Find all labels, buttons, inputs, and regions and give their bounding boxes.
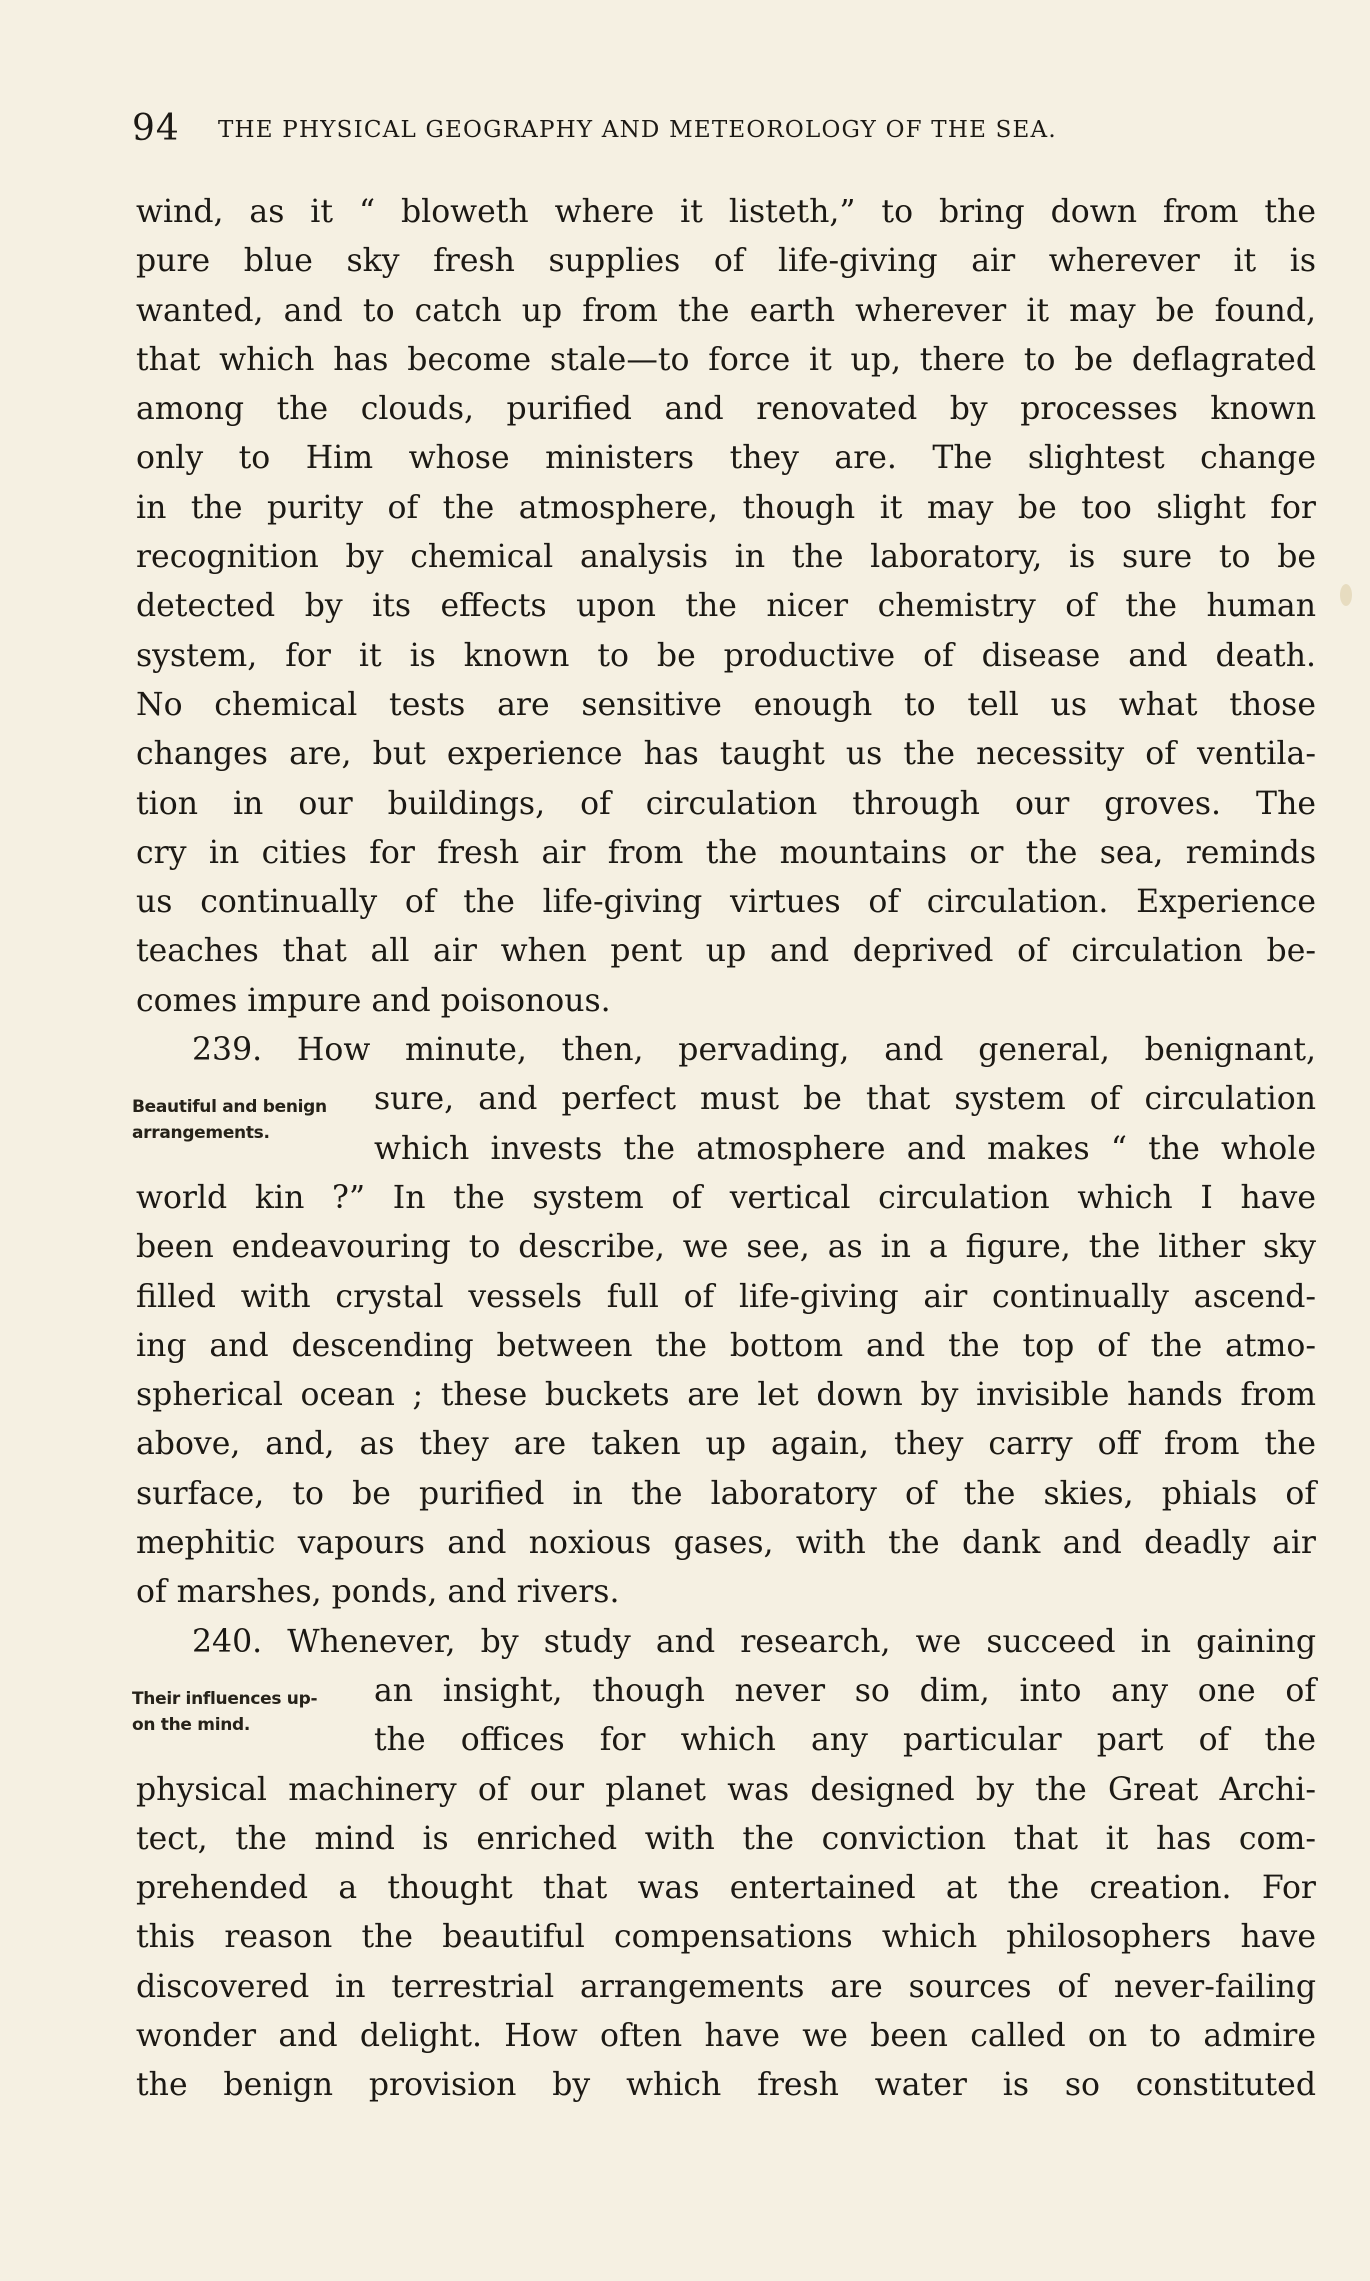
text-line: pure blue sky fresh supplies of life-giving air wherever it is [136,243,1316,280]
text-line: tect, the mind is enriched with the conviction that it has com- [136,1820,1316,1857]
text-line: spherical ocean ; these buckets are let down by invisible hands from [136,1377,1316,1414]
paragraph-239-start: 239. How minute, then, pervading, and general, benignant, [192,1032,1316,1069]
margin-note-line: arrangements. [132,1123,270,1143]
text-line: of marshes, ponds, and rivers. [136,1574,620,1611]
paragraph-240-start: 240. Whenever, by study and research, we succeed in gaining [192,1623,1316,1660]
margin-note-240 [132,1686,352,1738]
text-line: wanted, and to catch up from the earth wherever it may be found, [136,292,1316,329]
text-line: the benign provision by which fresh water is so constituted [136,2067,1316,2104]
text-line: wonder and delight. How often have we been called on to admire [136,2017,1316,2054]
text-line: us continually of the life-giving virtues of circulation. Experience [136,884,1316,921]
margin-note-line: Beautiful and benign [132,1097,327,1117]
text-line: among the clouds, purified and renovated by processes known [136,391,1316,428]
text-line: system, for it is known to be productive of disease and death. [136,637,1316,674]
running-head [132,108,1322,148]
text-line: surface, to be purified in the laboratory of the skies, phials of [136,1475,1316,1512]
text-line: ing and descending between the bottom and the top of the atmo- [136,1327,1316,1364]
text-line: world kin ?” In the system of vertical circulation which I have [136,1179,1316,1216]
text-line: wind, as it “ bloweth where it listeth,” to bring down from the [136,194,1316,230]
paper-stain [1340,584,1352,606]
text-line: mephitic vapours and noxious gases, with the dank and deadly air [136,1525,1316,1562]
text-line: detected by its effects upon the nicer chemistry of the human [136,588,1316,625]
text-line: discovered in terrestrial arrangements are sources of never-failing [136,1968,1316,2005]
text-line: an insight, though never so dim, into any one of [374,1672,1316,1709]
text-line: which invests the atmosphere and makes “ the whole [374,1130,1316,1167]
text-line: No chemical tests are sensitive enough to tell us what those [136,686,1316,723]
text-line: comes impure and poisonous. [136,982,611,1019]
text-line: changes are, but experience has taught us the necessity of ventila- [136,736,1316,773]
page-number: 94 [132,108,180,149]
text-line: been endeavouring to describe, we see, as in a figure, the lither sky [136,1229,1316,1266]
text-line: in the purity of the atmosphere, though it may be too slight for [136,489,1316,526]
text-line: filled with crystal vessels full of life-giving air continually ascend- [136,1278,1316,1315]
text-line: above, and, as they are taken up again, they carry off from the [136,1426,1316,1463]
body-text [136,188,1316,2111]
margin-note-239 [132,1094,352,1146]
text-line: sure, and perfect must be that system of circulation [374,1081,1316,1118]
text-line: this reason the beautiful compensations which philosophers have [136,1919,1316,1956]
text-line: teaches that all air when pent up and deprived of circulation be- [136,933,1316,970]
text-line: the offices for which any particular part of the [374,1722,1316,1759]
text-line: only to Him whose ministers they are. The slightest change [136,440,1316,477]
text-line: physical machinery of our planet was designed by the Great Archi- [136,1771,1316,1808]
margin-note-line: Their influences up- [132,1689,318,1709]
text-line: that which has become stale—to force it up, there to be deflagrated [136,341,1316,378]
text-line: cry in cities for fresh air from the mountains or the sea, reminds [136,834,1316,871]
text-line: tion in our buildings, of circulation through our groves. The [136,785,1316,822]
text-line: prehended a thought that was entertained at the creation. For [136,1870,1316,1907]
running-title: THE PHYSICAL GEOGRAPHY AND METEOROLOGY OF THE SEA. [218,117,1057,143]
text-line: recognition by chemical analysis in the laboratory, is sure to be [136,539,1316,576]
margin-note-line: on the mind. [132,1715,251,1735]
